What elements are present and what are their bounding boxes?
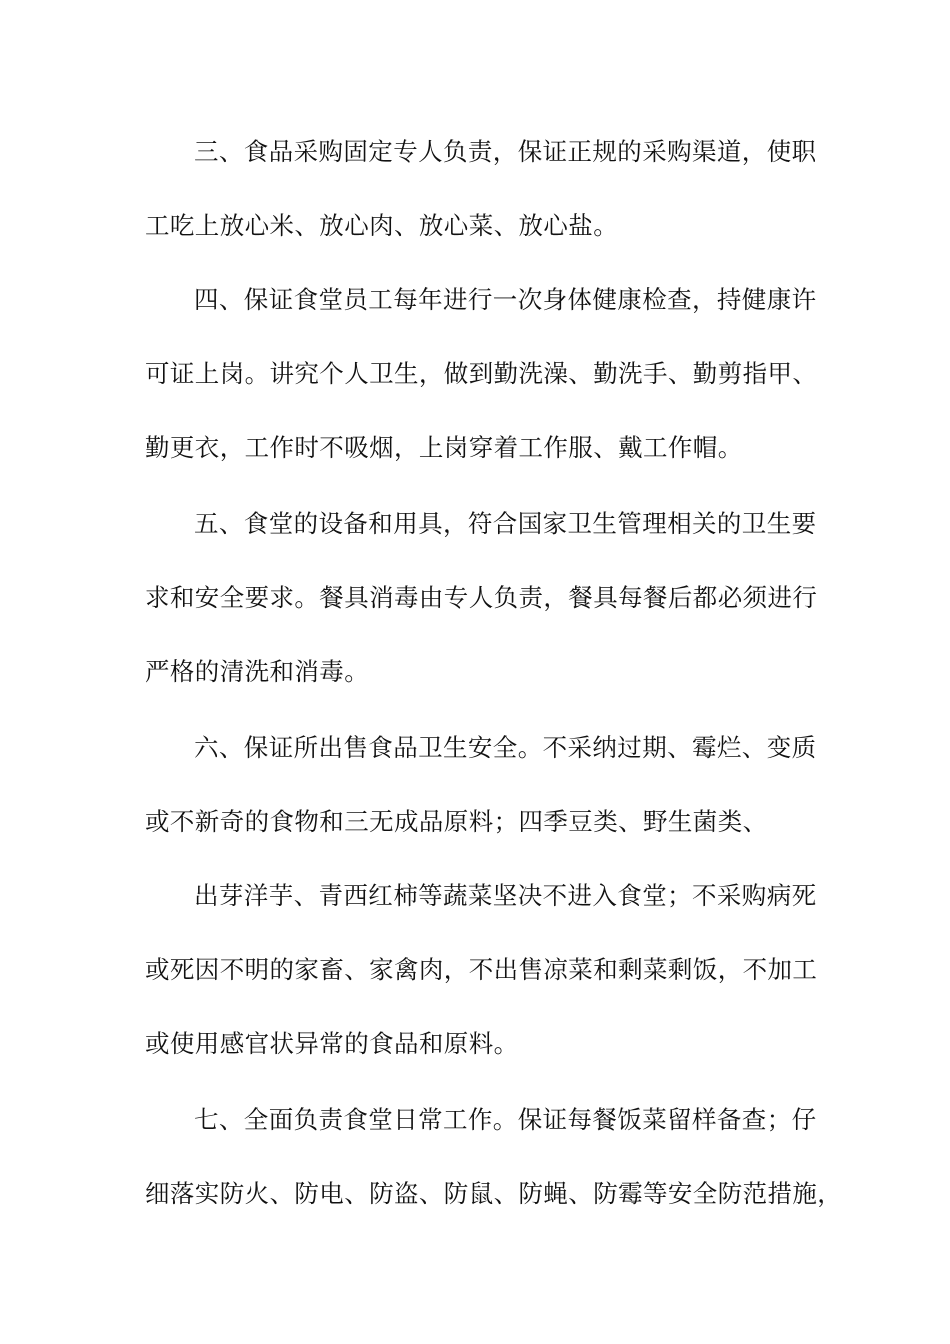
paragraph-3-line-1: 三、食品采购固定专人负责，保证正规的采购渠道，使职 <box>194 137 817 166</box>
paragraph-6-line-2: 或不新奇的食物和三无成品原料；四季豆类、野生菌类、 <box>145 807 768 836</box>
paragraph-6-line-1: 六、保证所出售食品卫生安全。不采纳过期、霉烂、变质 <box>194 733 817 762</box>
paragraph-4-line-2: 可证上岗。讲究个人卫生，做到勤洗澡、勤洗手、勤剪指甲、 <box>145 359 818 388</box>
paragraph-4-line-1: 四、保证食堂员工每年进行一次身体健康检查，持健康许 <box>194 285 817 314</box>
paragraph-5-line-1: 五、食堂的设备和用具，符合国家卫生管理相关的卫生要 <box>194 509 817 538</box>
paragraph-6-line-3: 出芽洋芋、青西红柿等蔬菜坚决不进入食堂；不采购病死 <box>194 881 817 910</box>
paragraph-6-line-5: 或使用感官状异常的食品和原料。 <box>145 1029 519 1058</box>
paragraph-4-line-3: 勤更衣，工作时不吸烟，上岗穿着工作服、戴工作帽。 <box>145 433 743 462</box>
paragraph-5-line-2: 求和安全要求。餐具消毒由专人负责，餐具每餐后都必须进行 <box>145 583 818 612</box>
paragraph-5-line-3: 严格的清洗和消毒。 <box>145 657 370 686</box>
paragraph-3-line-2: 工吃上放心米、放心肉、放心菜、放心盐。 <box>145 211 619 240</box>
paragraph-7-line-2: 细落实防火、防电、防盗、防鼠、防蝇、防霉等安全防范措施， <box>145 1179 843 1208</box>
paragraph-6-line-4: 或死因不明的家畜、家禽肉，不出售凉菜和剩菜剩饭，不加工 <box>145 955 818 984</box>
paragraph-7-line-1: 七、全面负责食堂日常工作。保证每餐饭菜留样备查；仔 <box>194 1105 817 1134</box>
